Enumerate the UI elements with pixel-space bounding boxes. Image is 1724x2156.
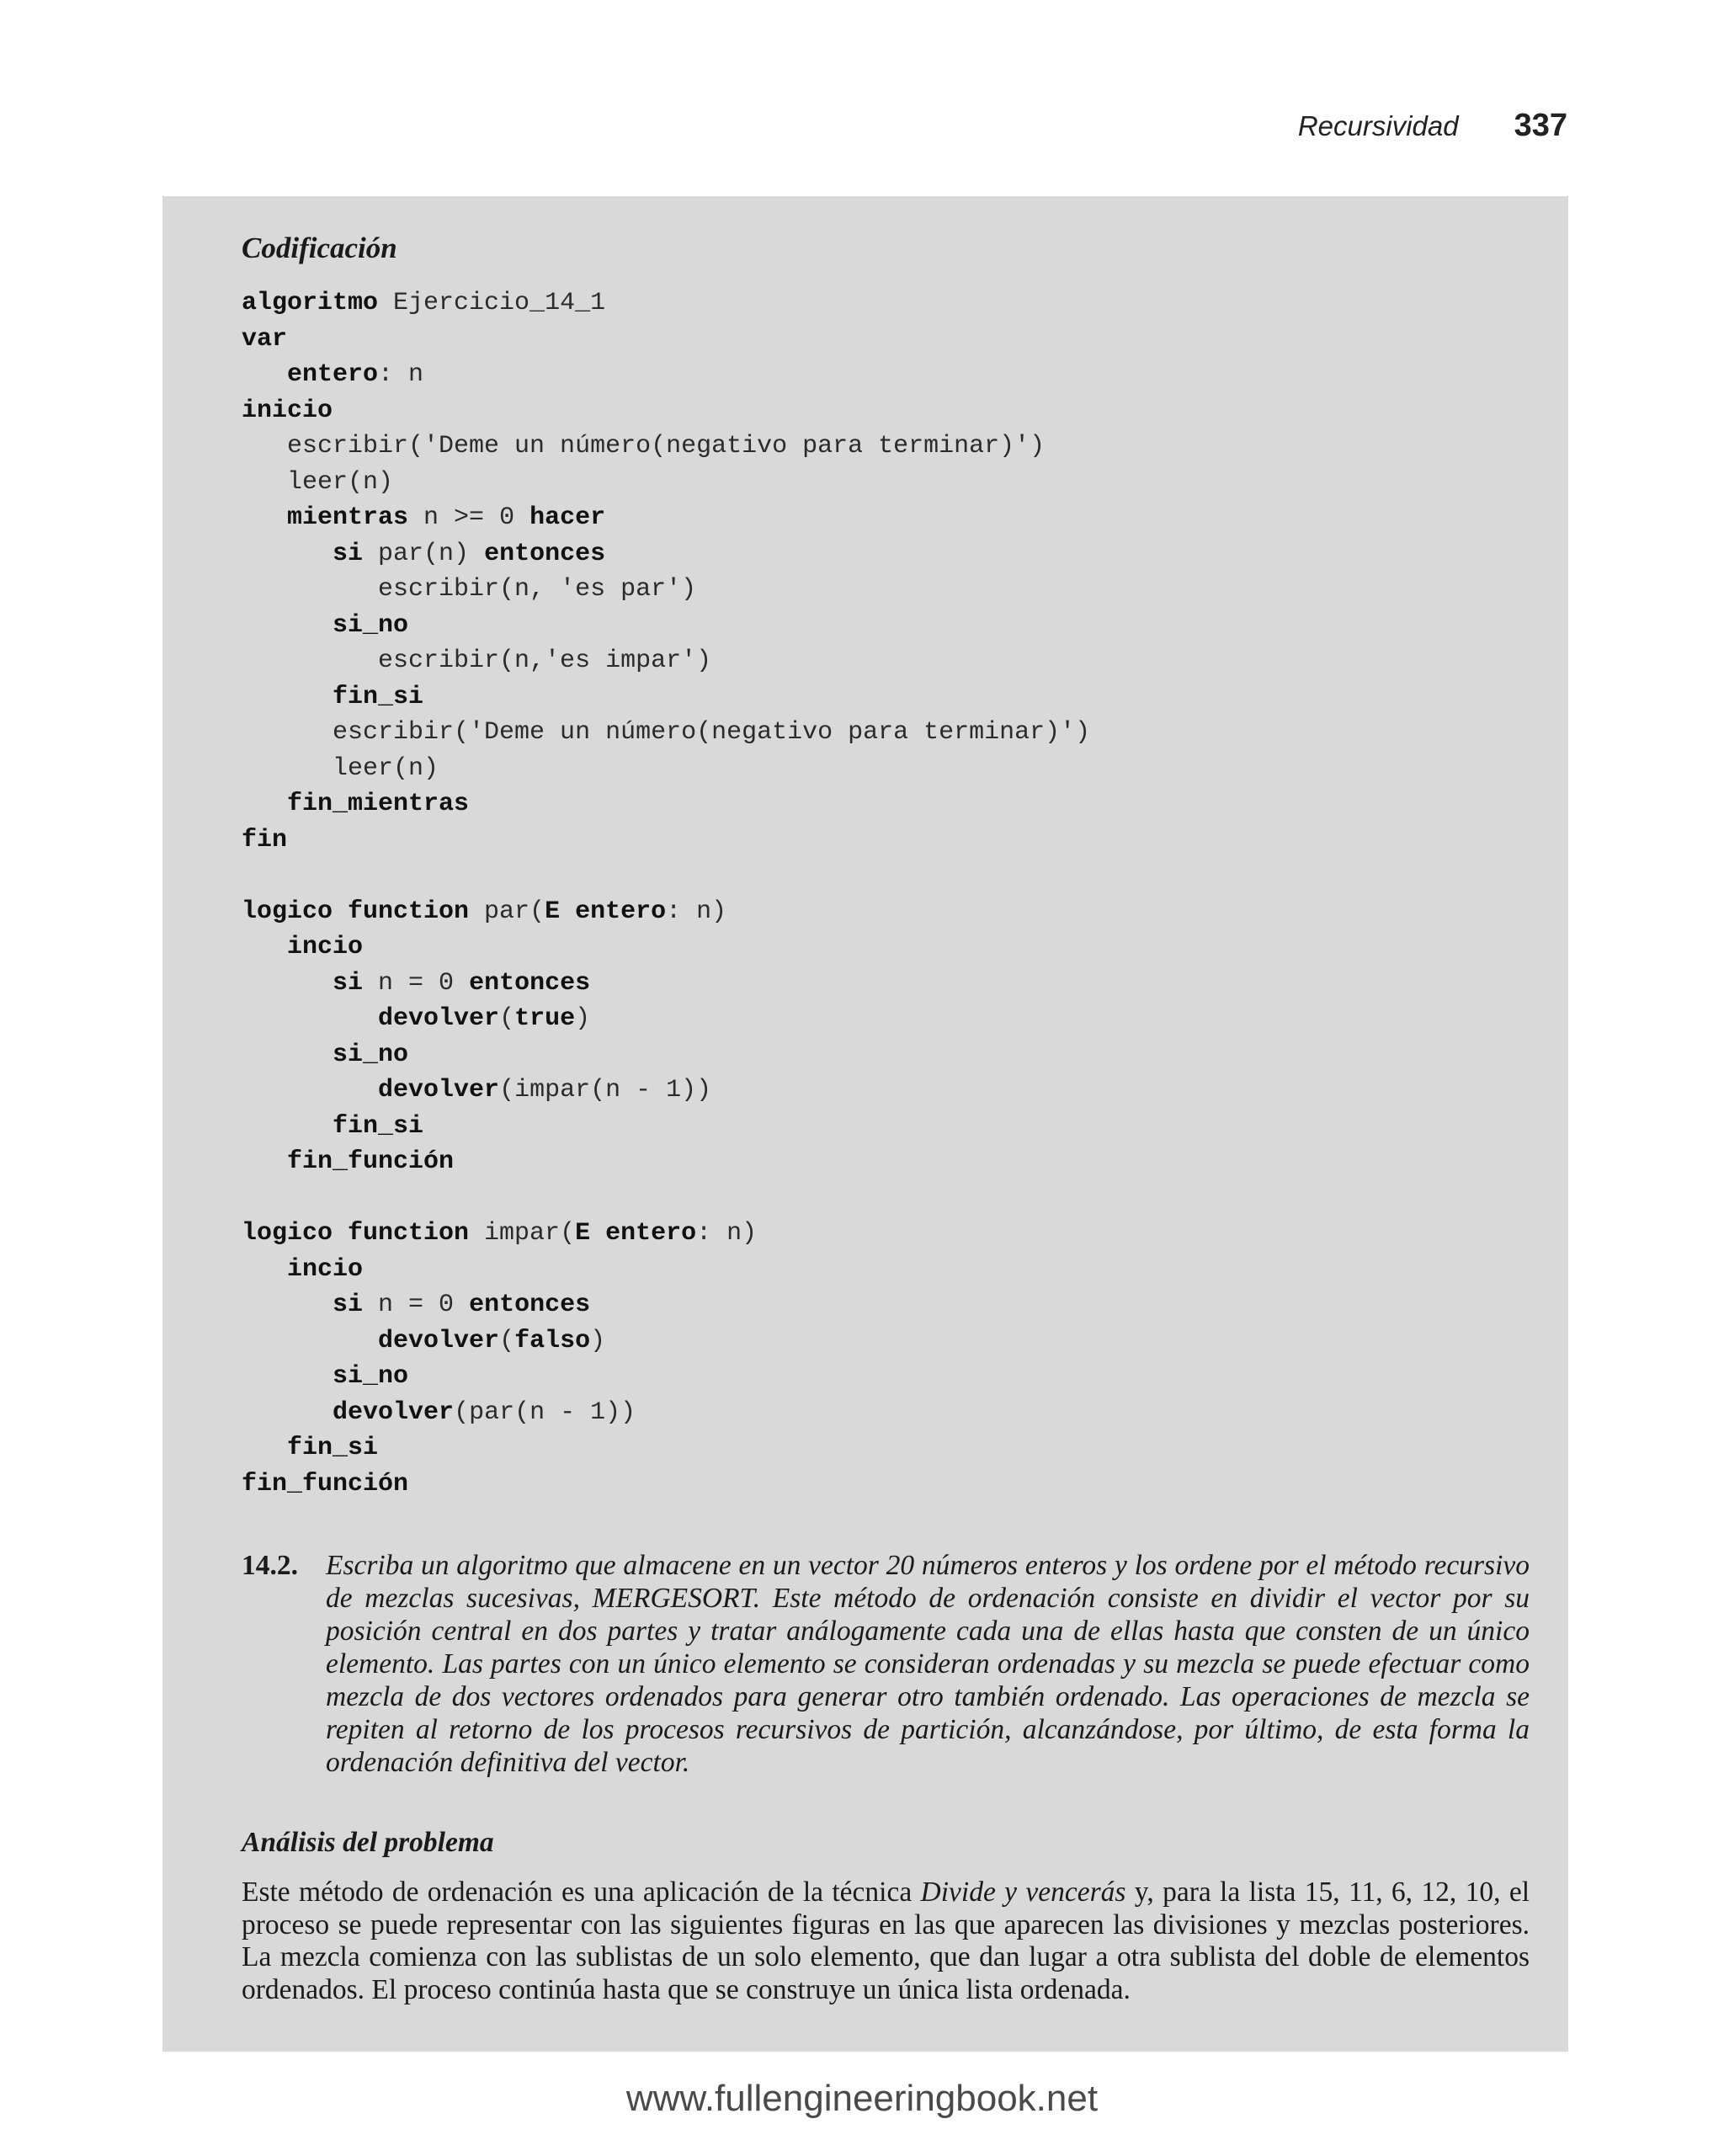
code-text: par( xyxy=(469,897,545,926)
code-keyword: si_no xyxy=(333,1362,409,1391)
footer-url[interactable]: www.fullengineeringbook.net xyxy=(625,2078,1099,2119)
code-keyword: fin_función xyxy=(287,1147,455,1176)
code-line xyxy=(242,969,590,998)
code-text: (impar(n - 1)) xyxy=(499,1076,712,1105)
code-keyword: devolver xyxy=(333,1397,455,1427)
code-text: ( xyxy=(499,1326,515,1355)
code-text: ) xyxy=(590,1326,606,1355)
code-line xyxy=(242,1041,408,1069)
code-text: escribir(n, 'es par') xyxy=(242,575,697,604)
code-line xyxy=(242,897,726,926)
code-line xyxy=(242,1004,590,1033)
code-line xyxy=(242,503,605,532)
code-keyword: fin_si xyxy=(333,1111,424,1141)
code-text xyxy=(242,1291,333,1319)
code-text: ) xyxy=(575,1004,591,1033)
code-line xyxy=(242,826,287,854)
code-line xyxy=(242,933,363,961)
code-text xyxy=(242,1041,333,1069)
code-keyword: entero xyxy=(287,360,379,389)
code-keyword: falso xyxy=(514,1326,591,1355)
code-keyword: devolver xyxy=(378,1326,500,1355)
code-text: : n) xyxy=(666,897,727,926)
code-keyword: si_no xyxy=(333,610,409,640)
code-line xyxy=(242,397,333,425)
code-line xyxy=(242,754,439,783)
code-text: : n) xyxy=(696,1219,758,1248)
code-text: Ejercicio_14_1 xyxy=(378,289,606,317)
code-line xyxy=(242,468,393,497)
code-text xyxy=(242,1076,378,1105)
page-number: 337 xyxy=(1514,108,1567,143)
content-panel xyxy=(162,196,1568,2052)
code-keyword: algoritmo xyxy=(242,289,379,317)
code-keyword: si xyxy=(333,968,364,998)
code-line xyxy=(242,611,408,640)
code-text xyxy=(242,1147,287,1176)
code-keyword: si xyxy=(333,1291,364,1319)
code-text xyxy=(242,790,287,818)
code-keyword: entonces xyxy=(469,968,591,998)
code-text xyxy=(242,1112,333,1141)
code-text xyxy=(242,1255,287,1284)
code-keyword: fin_función xyxy=(242,1469,409,1499)
code-line xyxy=(242,325,287,354)
code-keyword: E entero xyxy=(575,1219,697,1248)
code-line xyxy=(242,1112,423,1141)
code-text: impar( xyxy=(469,1219,576,1248)
code-text: leer(n) xyxy=(242,467,394,497)
code-keyword: hacer xyxy=(529,503,606,532)
code-line xyxy=(242,540,605,568)
code-text xyxy=(242,611,333,640)
code-text: leer(n) xyxy=(242,753,439,783)
code-line xyxy=(242,1434,378,1462)
code-line xyxy=(242,1255,363,1284)
code-block xyxy=(242,285,1530,1502)
code-line xyxy=(242,1470,408,1499)
code-text xyxy=(242,1004,378,1033)
code-keyword: fin_si xyxy=(287,1434,379,1462)
code-line xyxy=(242,1219,757,1248)
code-line xyxy=(242,1327,605,1355)
code-text xyxy=(242,1434,287,1462)
code-keyword: si_no xyxy=(333,1040,409,1069)
code-line xyxy=(242,790,469,818)
code-text xyxy=(242,1362,333,1391)
code-text: n = 0 xyxy=(363,968,470,998)
code-text xyxy=(242,933,287,961)
code-line xyxy=(242,718,1090,747)
exercise-statement: Escriba un algoritmo que almacene en un vector 20 números enteros y los ordene por el método recursivo de mezclas sucesivas, MERGESORT. Este método de ordenación consiste en dividir el vector por su posición central en dos partes y tratar análogamente cada una de ellas hasta que consten de un único elemento. Las partes con un único elemento se consideran ordenadas y su mezcla se puede efectuar como mezcla de dos vectores ordenados para generar otro también ordenado. Las operaciones de mezcla se repiten al retorno de los procesos recursivos de partición, alcanzándose, por último, de esta forma la ordenación definitiva del vector. xyxy=(326,1550,1530,1778)
code-text xyxy=(242,1327,378,1355)
analysis-paragraph xyxy=(242,1877,1530,2006)
code-text: : n xyxy=(378,360,424,389)
code-line xyxy=(242,289,605,317)
code-text: ( xyxy=(499,1004,515,1033)
analysis-heading: Análisis del problema xyxy=(242,1827,494,1858)
code-text: escribir('Deme un número(negativo para terminar)') xyxy=(242,718,1091,747)
code-line xyxy=(242,360,423,389)
codificacion-heading: Codificación xyxy=(242,232,397,264)
code-line xyxy=(242,1076,711,1105)
code-keyword: logico function xyxy=(242,897,470,926)
panel-content xyxy=(242,230,1530,2006)
code-line xyxy=(242,432,1045,460)
code-keyword: mientras xyxy=(287,503,409,532)
code-text xyxy=(242,360,287,389)
code-keyword: logico function xyxy=(242,1219,470,1248)
code-keyword: devolver xyxy=(378,1004,500,1033)
code-line xyxy=(242,575,696,604)
code-line xyxy=(242,1398,636,1427)
analysis-text-italic: Divide y vencerás xyxy=(920,1877,1126,1908)
code-keyword: incio xyxy=(287,933,364,961)
exercise-14-2 xyxy=(242,1549,1530,1779)
analysis-text-2: y, para la lista 15, 11, 6, 12, 10, el proceso se puede representar con las siguientes figuras en las que aparecen las divisiones y mezclas posteriores. La mezcla comienza con las sublistas de un solo elemento, que dan lugar a otra sublista del doble de elementos ordenados. El proceso continúa hasta que se construye un única lista ordenada. xyxy=(242,1877,1530,2005)
code-text xyxy=(242,1398,333,1427)
code-keyword: E entero xyxy=(545,897,667,926)
code-keyword: fin_mientras xyxy=(287,790,470,818)
code-keyword: var xyxy=(242,324,288,354)
code-text: n >= 0 xyxy=(408,503,530,532)
analysis-text-1: Este método de ordenación es una aplicación de la técnica xyxy=(242,1877,921,1908)
code-text xyxy=(242,683,333,711)
code-keyword: entonces xyxy=(469,1291,591,1319)
code-text: par(n) xyxy=(363,539,485,568)
code-keyword: fin xyxy=(242,825,288,854)
code-keyword: incio xyxy=(287,1254,364,1284)
code-text xyxy=(242,969,333,998)
code-line xyxy=(242,647,711,675)
code-text: escribir(n,'es impar') xyxy=(242,647,712,675)
code-keyword: true xyxy=(514,1004,576,1033)
code-keyword: entonces xyxy=(484,539,606,568)
code-keyword: si xyxy=(333,539,364,568)
code-line xyxy=(242,1147,454,1176)
section-title: Recursividad xyxy=(1297,110,1459,141)
exercise-number: 14.2. xyxy=(242,1550,298,1581)
code-text xyxy=(242,540,333,568)
code-line xyxy=(242,1362,408,1391)
code-keyword: devolver xyxy=(378,1076,500,1105)
code-line xyxy=(242,683,423,711)
running-head xyxy=(1298,108,1567,144)
code-keyword: fin_si xyxy=(333,682,424,711)
code-text xyxy=(242,503,287,532)
code-text: n = 0 xyxy=(363,1291,470,1319)
code-text: (par(n - 1)) xyxy=(454,1397,636,1427)
code-line xyxy=(242,1291,590,1319)
code-keyword: inicio xyxy=(242,396,333,425)
code-text: escribir('Deme un número(negativo para terminar)') xyxy=(242,432,1046,460)
